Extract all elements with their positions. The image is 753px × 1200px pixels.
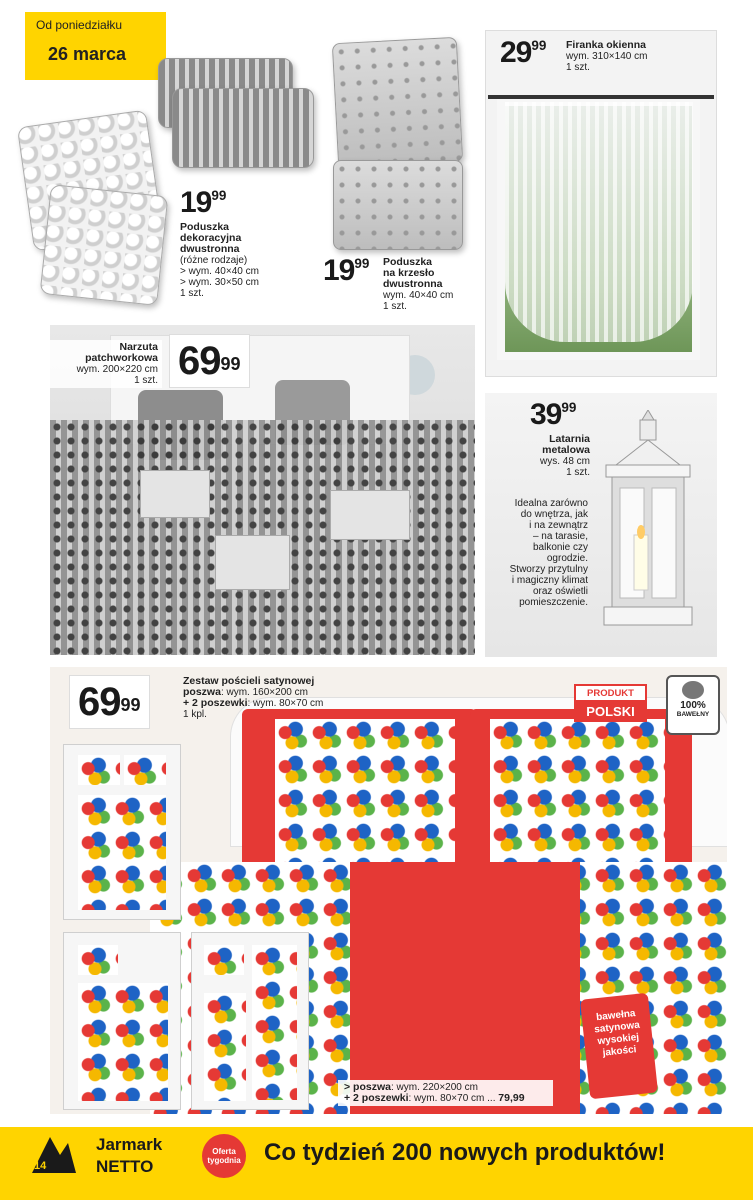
date-label: Od poniedziałku [36, 18, 123, 32]
oferta-tygodnia-badge: Oferta tygodnia [202, 1134, 246, 1178]
pillow-description: Poduszka dekoracyjna dwustronna (różne rodzaje) > wym. 40×40 cm > wym. 30×50 cm 1 szt. [180, 221, 259, 299]
chair-cushion-image-top [332, 37, 463, 168]
cotton-badge: 100% BAWEŁNY [666, 675, 720, 735]
bedding-thumbnail [63, 932, 181, 1110]
page-number: 14 [34, 1160, 47, 1172]
lantern-description: Idealna zarówno do wnętrza, jak i na zewnątrz – na tarasie, balkonie czy ogrodzie. Stworzy przytulny i magiczny klimat oraz oświetli pomieszczenie. [509, 498, 588, 608]
curtain-price: $29^{99}$ [500, 36, 547, 69]
curtain-image [505, 102, 693, 342]
lantern-image [596, 410, 700, 635]
chair-cushion-image-bottom [333, 160, 463, 250]
bedspread-description: Narzuta patchworkowa wym. 200×220 cm 1 szt. [50, 340, 162, 388]
chair-cushion-description: Poduszka na krzesło dwustronna wym. 40×40 cm 1 szt. [383, 256, 454, 312]
bedspread-price: $69^{99}$ [170, 335, 249, 387]
brand-line2: NETTO [96, 1157, 154, 1176]
curtain-rod [488, 95, 714, 99]
bedding-price: $69^{99}$ [70, 676, 149, 728]
date-value: 26 marca [48, 44, 127, 64]
pillow-price: $19^{99}$ [180, 186, 227, 219]
lantern-name: Latarnia metalowa wys. 48 cm 1 szt. [539, 433, 590, 478]
duvet-red-stripe [350, 862, 580, 1114]
quilt-patch [215, 535, 290, 590]
pillow-image-stripe-front [172, 88, 314, 168]
bedding-thumbnail [63, 744, 181, 920]
lantern-price: $39^{99}$ [530, 398, 577, 431]
pillow-image-lace-front [40, 184, 169, 306]
quilt-patch [330, 490, 410, 540]
chair-cushion-price: $19^{99}$ [323, 254, 370, 287]
cotton-icon [682, 681, 704, 699]
pillowcase-right [490, 719, 665, 869]
bedding-description: Zestaw pościeli satynowej poszwa: wym. 160×200 cm + 2 poszewki: wym. 80×70 cm 1 kpl. [183, 675, 324, 720]
pillowcase-left [275, 719, 455, 869]
bedding-alt-size: > poszwa: wym. 220×200 cm + 2 poszewki: wym. 80×70 cm ... 79,99 [338, 1080, 553, 1106]
brand-line1: Jarmark [96, 1135, 163, 1154]
bedding-thumbnail [191, 932, 309, 1110]
produkt-polski-badge: PRODUKT POLSKI [574, 684, 647, 722]
quilt-patch [140, 470, 210, 518]
curtain-description: Firanka okienna wym. 310×140 cm 1 szt. [566, 39, 648, 73]
quality-tag: bawełna satynowa wysokiej jakości [580, 993, 658, 1100]
footer-slogan: Co tydzień 200 nowych produktów! [264, 1139, 666, 1166]
